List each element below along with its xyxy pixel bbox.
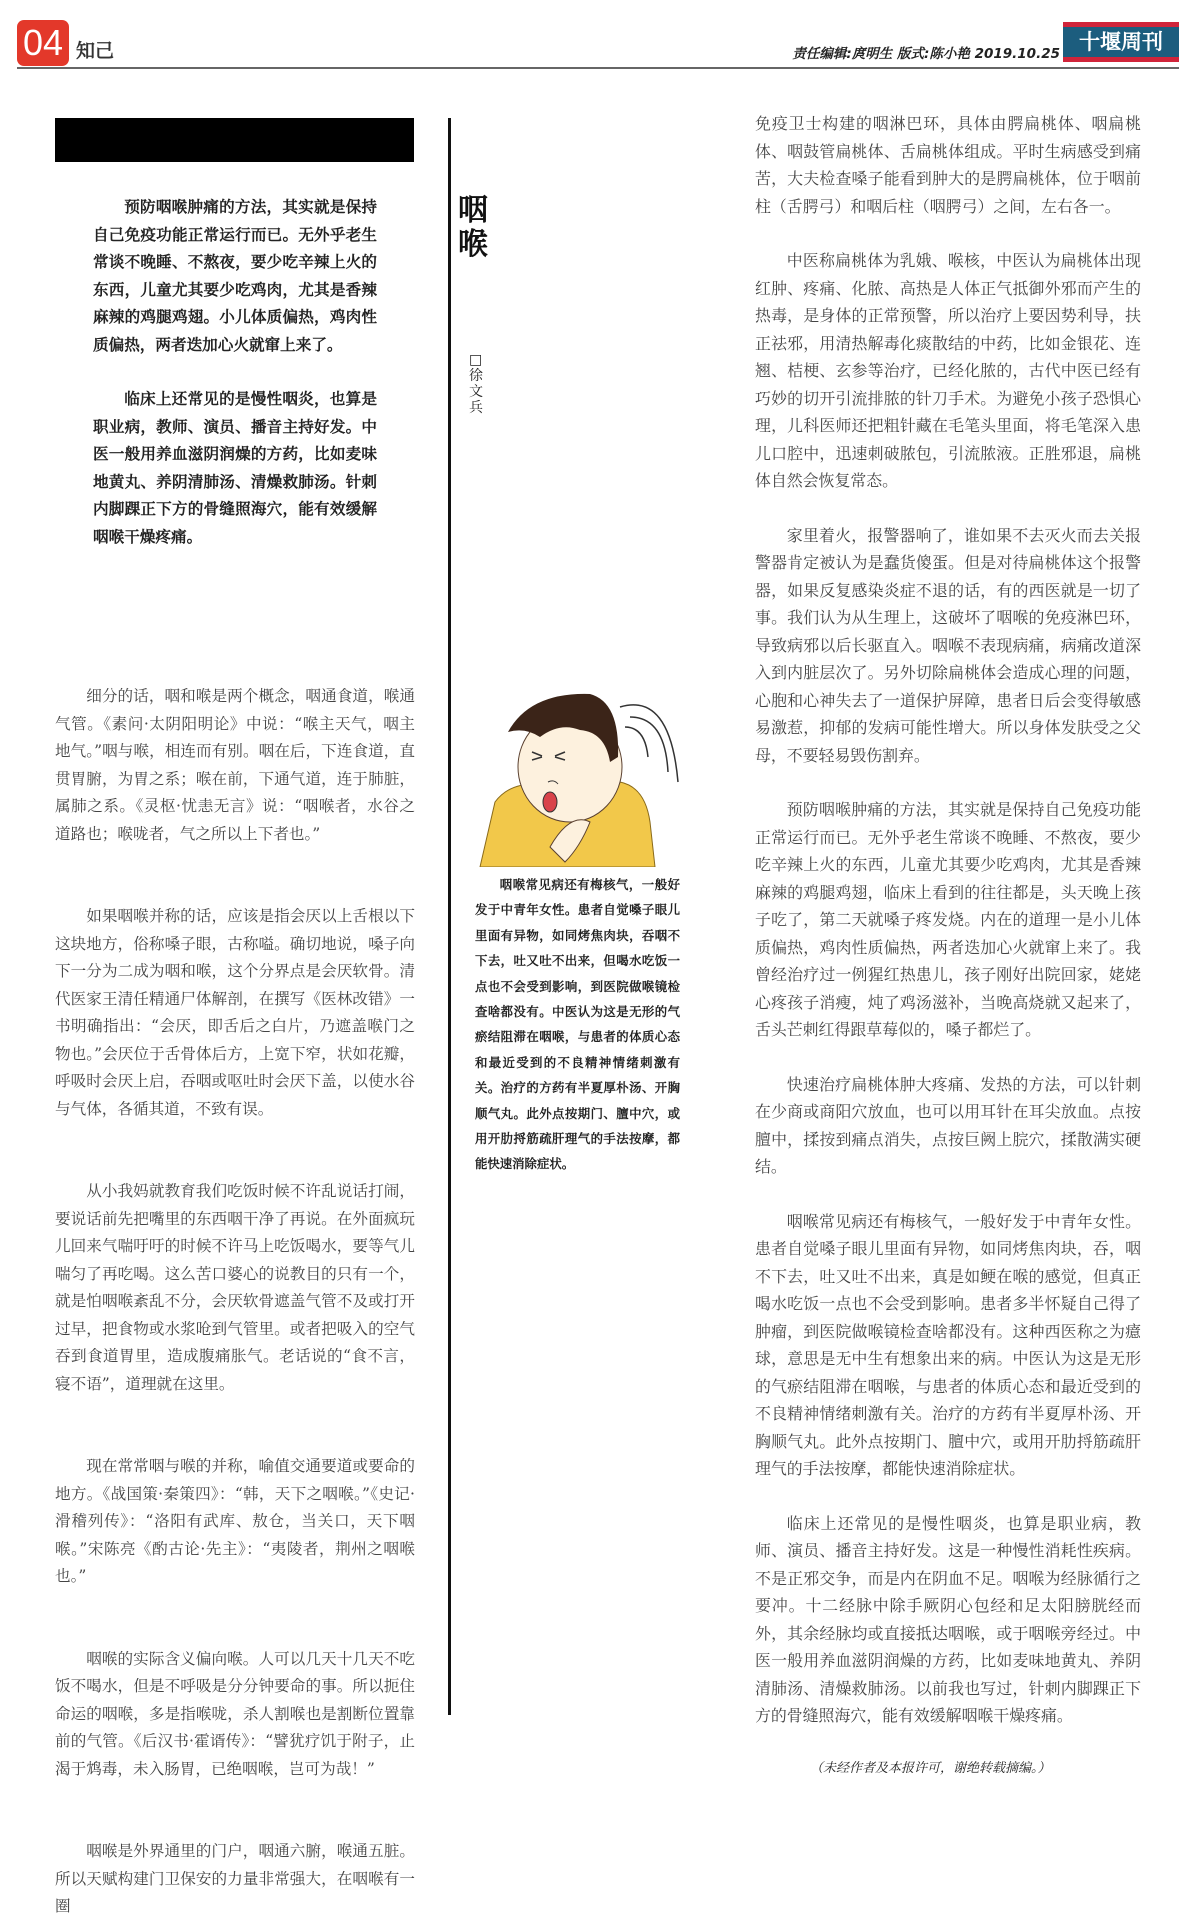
pull-quote bbox=[93, 193, 377, 683]
body-paragraph: 家里着火，报警器响了，谁如果不去灭火而去关报警器肯定被认为是蠢货傻蛋。但是对待扁桃体这个报警器，如果反复感染炎症不退的话，有的西医就是一切了事。我们认为从生理上，这破坏了咽喉的免疫淋巴环，导致病邪以后长驱直入。咽喉不表现病痛，病痛改道深入到内脏层次了。另外切除扁桃体会造成心理的问题，心胞和心神失去了一道保护屏障，患者日后会变得敏感易激惹，抑郁的发病可能性增大。所以身体发肤受之父母，不要轻易毁伤割弃。 bbox=[755, 525, 1141, 765]
column-divider bbox=[448, 118, 451, 1715]
article-author: □徐文兵 bbox=[469, 352, 483, 416]
middle-column bbox=[470, 672, 685, 1177]
right-column-wrapper bbox=[755, 110, 1141, 1778]
body-paragraph: 如果咽喉并称的话，应该是指会厌以上舌根以下这块地方，俗称嗓子眼，古称嗌。确切地说，嗓子向下一分为二成为咽和喉，这个分界点是会厌软骨。清代医家王清任精通尸体解剖，在撰写《医林改错》一书明确指出：“会厌，即舌后之白片，乃遮盖喉门之物也。”会厌位于舌骨体后方，上宽下窄，状如花瓣，呼吸时会厌上启，吞咽或呕吐时会厌下盖，以使水谷与气体，各循其道，不致有误。 bbox=[55, 907, 415, 1118]
body-paragraph: 快速治疗扁桃体肿大疼痛、发热的方法，可以针刺在少商或商阳穴放血，也可以用耳针在耳尖放血。点按膻中，揉按到痛点消失，点按巨阙上脘穴，揉散满实硬结。 bbox=[755, 1074, 1141, 1176]
coughing-boy-illustration bbox=[470, 672, 685, 867]
pull-quote-paragraph: 临床上还常见的是慢性咽炎，也算是职业病，教师、演员、播音主持好发。中医一般用养血滋阴润燥的方药，比如麦味地黄丸、养阴清肺汤、清燥救肺汤。针刺内脚踝正下方的骨缝照海穴，能有效缓解咽喉干燥疼痛。 bbox=[93, 389, 377, 546]
body-paragraph: 咽喉是外界通里的门户，咽通六腑，喉通五脏。所以天赋构建门卫保安的力量非常强大，在咽喉有一圈 bbox=[55, 1842, 415, 1915]
body-paragraph: 免疫卫士构建的咽淋巴环，具体由腭扁桃体、咽扁桃体、咽鼓管扁桃体、舌扁桃体组成。平时生病感受到痛苦，大夫检查嗓子能看到肿大的是腭扁桃体，位于咽前柱（舌腭弓）和咽后柱（咽腭弓）之间，左右各一。 bbox=[755, 114, 1141, 216]
section-name: 知己 bbox=[76, 40, 115, 62]
body-paragraph: 从小我妈就教育我们吃饭时候不许乱说话打闹，要说话前先把嘴里的东西咽干净了再说。在外面疯玩儿回来气喘吁吁的时候不许马上吃饭喝水，要等气儿喘匀了再吃喝。这么苦口婆心的说教目的只有一个，就是怕咽喉紊乱不分，会厌软骨遮盖气管不及或打开过早，把食物或水浆呛到气管里。或者把吸入的空气吞到食道胃里，造成腹痛胀气。老话说的“食不言，寝不语”，道理就在这里。 bbox=[55, 1182, 415, 1393]
body-paragraph: 细分的话，咽和喉是两个概念，咽通食道，喉通气管。《素问·太阴阳明论》中说：“喉主天气，咽主地气。”咽与喉，相连而有别。咽在后，下连食道，直贯胃腑，为胃之系；喉在前，下通气道，连于肺脏，属肺之系。《灵枢·忧恚无言》说：“咽喉者，水谷之道路也；喉咙者，气之所以上下者也。” bbox=[55, 687, 415, 843]
left-column-wrapper bbox=[55, 118, 415, 1921]
header-divider bbox=[17, 67, 1179, 69]
body-paragraph: 咽喉的实际含义偏向喉。人可以几天十几天不吃饭不喝水，但是不呼吸是分分钟要命的事。所以扼住命运的咽喉，多是指喉咙，杀人割喉也是割断位置靠前的气管。《后汉书·霍谞传》：“譬犹疗饥于附子，止渴于鸩毒，未入肠胃，已绝咽喉，岂可为哉！” bbox=[55, 1649, 415, 1778]
right-column bbox=[755, 110, 1141, 1730]
body-paragraph: 临床上还常见的是慢性咽炎，也算是职业病，教师、演员、播音主持好发。这是一种慢性消耗性疾病。不是正邪交争，而是内在阴血不足。咽喉为经脉循行之要冲。十二经脉中除手厥阴心包经和足太阳膀胱经而外，其余经脉均或直接抵达咽喉，或于咽喉旁经过。中医一般用养血滋阴润燥的方药，比如麦味地黄丸、养阴清肺汤、清燥救肺汤。以前我也写过，针刺内脚踝正下方的骨缝照海穴，能有效缓解咽喉干燥疼痛。 bbox=[755, 1513, 1141, 1725]
copyright-note: （未经作者及本报许可，谢绝转载摘编。） bbox=[810, 1760, 1051, 1776]
body-paragraph: 现在常常咽与喉的并称，喻值交通要道或要命的地方。《战国策·秦策四》：“韩，天下之咽喉。”《史记·滑稽列传》：“洛阳有武库、敖仓，当关口，天下咽喉。”宋陈亮《酌古论·先主》：“夷陵者，荆州之咽喉也。” bbox=[55, 1457, 415, 1585]
caption-text: 咽喉常见病还有梅核气，一般好发于中青年女性。患者自觉嗓子眼儿里面有异物，如同烤焦肉块，吞咽不下去，吐又吐不出来，但喝水吃饭一点也不会受到影响，到医院做喉镜检查啥都没有。中医认为这是无形的气瘀结阻滞在咽喉，与患者的体质心态和最近受到的不良精神情绪刺激有关。治疗的方药有半夏厚朴汤、开胸顺气丸。此外点按期门、膻中穴，或用开肋捋筋疏肝理气的手法按摩，都能快速消除症状。 bbox=[475, 877, 680, 1172]
editor-credits: 责任编辑:庹明生 版式:陈小艳 2019.10.25 bbox=[792, 46, 1060, 62]
redacted-bar bbox=[55, 118, 414, 162]
newspaper-logo: 十堰周刊 bbox=[1063, 22, 1179, 62]
page-number: 04 bbox=[17, 20, 69, 66]
body-paragraph: 中医称扁桃体为乳娥、喉核，中医认为扁桃体出现红肿、疼痛、化脓、高热是人体正气抵御外邪而产生的热毒，是身体的正常预警，所以治疗上要因势利导，扶正祛邪，用清热解毒化痰散结的中药，比如金银花、连翘、桔梗、玄参等治疗，已经化脓的，古代中医已经有巧妙的切开引流排脓的针刀手术。为避免小孩子恐惧心理，儿科医师还把粗针藏在毛笔头里面，将毛笔深入患儿口腔中，迅速刺破脓包，引流脓液。正胜邪退，扁桃体自然会恢复常态。 bbox=[755, 251, 1141, 490]
pull-quote-paragraph: 预防咽喉肿痛的方法，其实就是保持自己免疫功能正常运行而已。无外乎老生常谈不晚睡、不熬夜，要少吃辛辣上火的东西，儿童尤其要少吃鸡肉，尤其是香辣麻辣的鸡腿鸡翅。小儿体质偏热，鸡肉性质偏热，两者迭加心火就窜上来了。 bbox=[93, 197, 377, 354]
body-paragraph: 预防咽喉肿痛的方法，其实就是保持自己免疫功能正常运行而已。无外乎老生常谈不晚睡、不熬夜，要少吃辛辣上火的东西，儿童尤其要少吃鸡肉，尤其是香辣麻辣的鸡腿鸡翅，临床上看到的往往都是，头天晚上孩子吃了，第二天就嗓子疼发烧。内在的道理一是小儿体质偏热，鸡肉性质偏热，两者迭加心火就窜上来了。我曾经治疗过一例猩红热患儿，孩子刚好出院回家，姥姥心疼孩子消瘦，炖了鸡汤滋补，当晚高烧就又起来了，舌头芒刺红得跟草莓似的，嗓子都烂了。 bbox=[755, 800, 1141, 1039]
body-paragraph: 咽喉常见病还有梅核气，一般好发于中青年女性。患者自觉嗓子眼儿里面有异物，如同烤焦肉块，吞，咽不下去，吐又吐不出来，真是如鲠在喉的感觉，但真正喝水吃饭一点也不会受到影响。患者多半怀疑自己得了肿瘤，到医院做喉镜检查啥都没有。这种西医称之为癔球，意思是无中生有想象出来的病。中医认为这是无形的气瘀结阻滞在咽喉，与患者的体质心态和最近受到的不良精神情绪刺激有关。治疗的方药有半夏厚朴汤、开胸顺气丸。此外点按期门、膻中穴，或用开肋捋筋疏肝理气的手法按摩，都能快速消除症状。 bbox=[755, 1211, 1141, 1478]
left-column bbox=[55, 683, 415, 1921]
illustration-caption bbox=[475, 872, 680, 1177]
article-title: 咽喉 bbox=[458, 193, 488, 262]
